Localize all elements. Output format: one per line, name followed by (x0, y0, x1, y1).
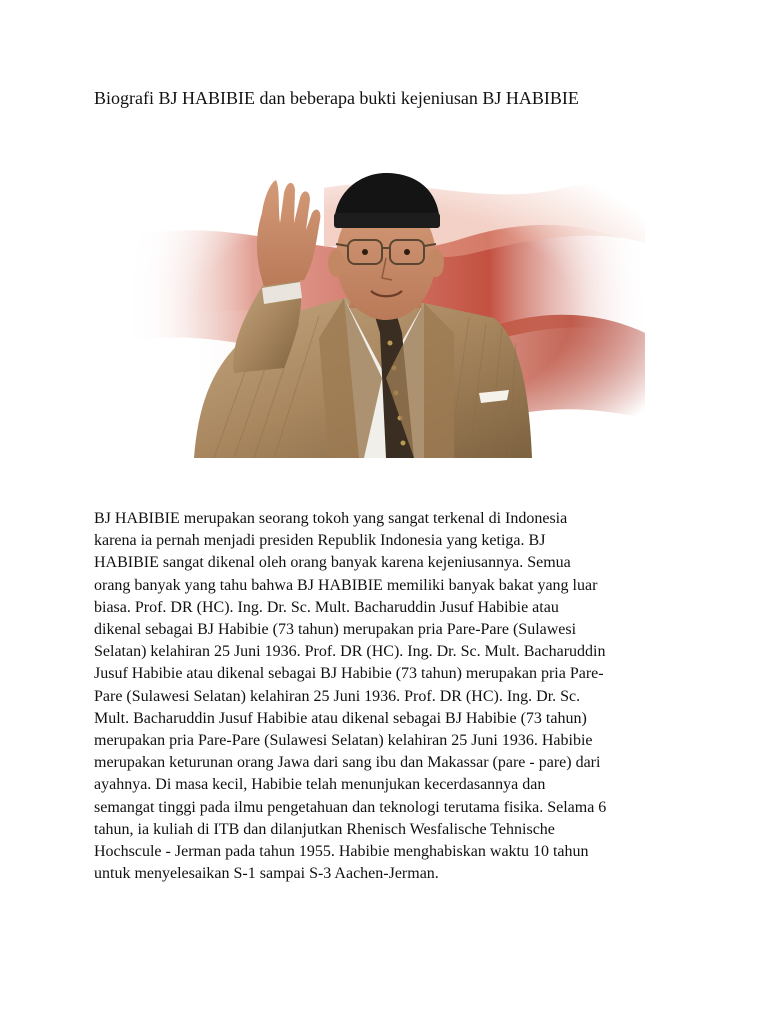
paragraph-line: karena ia pernah menjadi presiden Republik Indonesia yang ketiga. BJ (94, 532, 546, 550)
paragraph-line: Selatan) kelahiran 25 Juni 1936. Prof. DR (HC). Ing. Dr. Sc. Mult. Bacharuddin (94, 643, 606, 661)
page-title: Biografi BJ HABIBIE dan beberapa bukti kejeniusan BJ HABIBIE (94, 88, 579, 108)
paragraph-line: Hochscule - Jerman pada tahun 1955. Habibie menghabiskan waktu 10 tahun (94, 843, 589, 861)
portrait-photo (124, 168, 645, 458)
paragraph-line: BJ HABIBIE merupakan seorang tokoh yang sangat terkenal di Indonesia (94, 510, 568, 527)
paragraph-line: untuk menyelesaikan S-1 sampai S-3 Aachen-Jerman. (94, 865, 439, 883)
paragraph-line: merupakan keturunan orang Jawa dari sang ibu dan Makassar (pare - pare) dari (94, 754, 601, 772)
paragraph-line: Pare (Sulawesi Selatan) kelahiran 25 Juni 1936. Prof. DR (HC). Ing. Dr. Sc. (94, 687, 581, 705)
paragraph-line: merupakan pria Pare-Pare (Sulawesi Selatan) kelahiran 25 Juni 1936. Habibie (94, 732, 593, 750)
paragraph-line: orang banyak yang tahu bahwa BJ HABIBIE memiliki banyak bakat yang luar (94, 576, 598, 594)
paragraph-line: tahun, ia kuliah di ITB dan dilanjutkan Rhenisch Wesfalische Tehnische (94, 820, 555, 838)
paragraph-line: ayahnya. Di masa kecil, Habibie telah menunjukan kecerdasannya dan (94, 776, 546, 794)
paragraph-line: biasa. Prof. DR (HC). Ing. Dr. Sc. Mult. Bacharuddin Jusuf Habibie atau (94, 598, 559, 616)
paragraph-line: Jusuf Habibie atau dikenal sebagai BJ Habibie (73 tahun) merupakan pria Pare- (94, 665, 604, 683)
biography-paragraph (94, 508, 694, 885)
paragraph-line: dikenal sebagai BJ Habibie (73 tahun) merupakan pria Pare-Pare (Sulawesi (94, 621, 577, 639)
paragraph-line: HABIBIE sangat dikenal oleh orang banyak karena kejeniusannya. Semua (94, 554, 571, 572)
paragraph-line: semangat tinggi pada ilmu pengetahuan dan teknologi terutama fisika. Selama 6 (94, 798, 607, 816)
paragraph-line: Mult. Bacharuddin Jusuf Habibie atau dikenal sebagai BJ Habibie (73 tahun) (94, 709, 587, 727)
